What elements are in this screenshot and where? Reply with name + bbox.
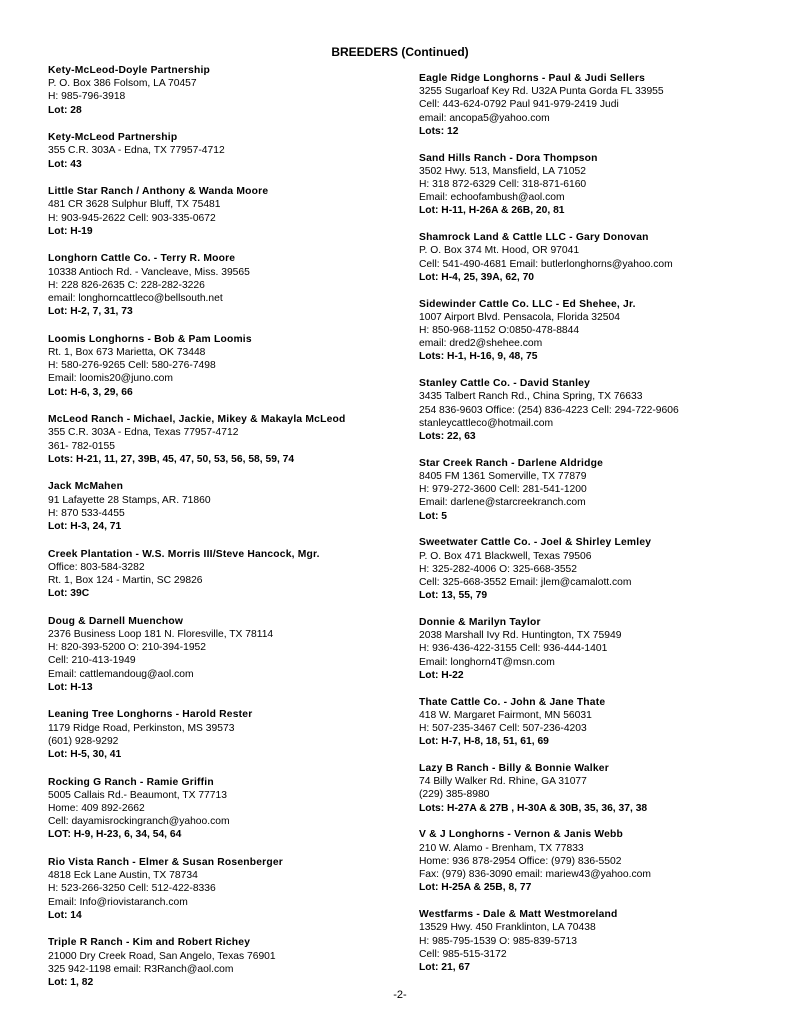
breeder-entry — [419, 72, 779, 138]
breeder-contact-line: 13529 Hwy. 450 Franklinton, LA 70438 — [419, 922, 596, 934]
breeder-contact-line: 481 CR 3628 Sulphur Bluff, TX 75481 — [48, 199, 221, 211]
breeder-name: Eagle Ridge Longhorns - Paul & Judi Sellers — [419, 73, 646, 84]
breeder-contact-line: H: 985-795-1539 O: 985-839-5713 — [419, 935, 577, 947]
breeder-contact-line: Email: longhorn4T@msn.com — [419, 656, 555, 668]
breeder-lots: Lot: 13, 55, 79 — [419, 590, 488, 602]
breeder-lots: Lot: H-13 — [48, 681, 93, 693]
breeder-contact-line: 210 W. Alamo - Brenham, TX 77833 — [419, 842, 584, 854]
breeder-entry — [48, 64, 398, 117]
breeder-name: Creek Plantation - W.S. Morris III/Steve Hancock, Mgr. — [48, 548, 320, 560]
breeder-lots: Lot: 28 — [48, 104, 82, 116]
breeder-contact-line: Home: 936 878-2954 Office: (979) 836-5502 — [419, 855, 622, 867]
breeder-lots: Lot: 1, 82 — [48, 977, 94, 989]
breeder-name: Star Creek Ranch - Darlene Aldridge — [419, 457, 604, 469]
breeder-entry — [419, 762, 779, 815]
breeder-name: Donnie & Marilyn Taylor — [419, 617, 541, 629]
breeder-entry — [419, 696, 779, 749]
breeder-contact-line: 8405 FM 1361 Somerville, TX 77879 — [419, 471, 587, 483]
breeder-entry — [419, 908, 779, 974]
breeder-name: Rocking G Ranch - Ramie Griffin — [48, 776, 214, 788]
breeder-contact-line: Cell: 443-624-0792 Paul 941-979-2419 Judi — [419, 99, 619, 111]
breeder-contact-line: H: 870 533-4455 — [48, 507, 125, 519]
breeder-lots: Lot: H-6, 3, 29, 66 — [48, 386, 133, 398]
breeder-contact-line: 2038 Marshall Ivy Rd. Huntington, TX 75949 — [419, 630, 622, 642]
breeder-entry — [48, 776, 398, 842]
breeder-contact-line: Cell: 210-413-1949 — [48, 655, 136, 667]
breeder-entry — [48, 185, 398, 238]
breeder-name: Lazy B Ranch - Billy & Bonnie Walker — [419, 763, 609, 775]
breeder-contact-line: Email: cattlemandoug@aol.com — [48, 668, 194, 680]
breeder-contact-line: (601) 928-9292 — [48, 735, 119, 747]
breeder-contact-line: 74 Billy Walker Rd. Rhine, GA 31077 — [419, 776, 587, 788]
breeder-lots: Lot: H-3, 24, 71 — [48, 521, 122, 533]
breeder-name: Rio Vista Ranch - Elmer & Susan Rosenberger — [48, 857, 284, 869]
breeder-entry — [419, 298, 779, 364]
breeder-contact-line: 10338 Antioch Rd. - Vancleave, Miss. 39565 — [48, 266, 250, 278]
breeder-contact-line: email: longhorncattleco@bellsouth.net — [48, 293, 223, 305]
breeder-contact-line: stanleycattleco@hotmail.com — [419, 417, 554, 429]
breeder-lots: Lot: H-2, 7, 31, 73 — [48, 306, 133, 318]
breeder-entry — [48, 708, 398, 761]
breeder-lots: Lots: H-1, H-16, 9, 48, 75 — [419, 351, 538, 363]
breeder-entry — [419, 231, 779, 284]
breeder-entry — [419, 152, 779, 218]
breeder-lots: Lot: 39C — [48, 588, 90, 600]
breeder-contact-line: H: 985-796-3918 — [48, 91, 126, 103]
breeder-contact-line: H: 820-393-5200 O: 210-394-1952 — [48, 642, 206, 654]
breeder-entry — [419, 457, 779, 523]
breeder-contact-line: Home: 409 892-2662 — [48, 803, 145, 815]
breeder-lots: Lots: 12 — [419, 125, 459, 137]
breeder-contact-line: Cell: 541-490-4681 Email: butlerlonghorns@yahoo.com — [419, 258, 673, 270]
breeder-lots: Lot: 21, 67 — [419, 961, 470, 973]
breeder-name: Shamrock Land & Cattle LLC - Gary Donovan — [419, 232, 649, 244]
breeder-contact-line: 361- 782-0155 — [48, 440, 115, 452]
breeder-lots: Lot: H-11, H-26A & 26B, 20, 81 — [419, 205, 565, 217]
page-number: -2- — [393, 989, 407, 1001]
breeder-lots: Lot: H-7, H-8, 18, 51, 61, 69 — [419, 736, 549, 748]
breeder-name: Kety-McLeod Partnership — [48, 132, 178, 144]
breeder-lots: LOT: H-9, H-23, 6, 34, 54, 64 — [48, 829, 182, 841]
breeder-contact-line: P. O. Box 386 Folsom, LA 70457 — [48, 78, 197, 90]
left-column — [48, 64, 398, 1004]
breeder-lots: Lot: H-5, 30, 41 — [48, 749, 122, 761]
breeder-entry — [419, 377, 779, 443]
breeder-contact-line: H: 850-968-1152 O:0850-478-8844 — [419, 325, 580, 337]
breeder-contact-line: Email: loomis20@juno.com — [48, 373, 173, 385]
breeder-contact-line: H: 523-266-3250 Cell: 512-422-8336 — [48, 883, 216, 895]
breeder-contact-line: P. O. Box 471 Blackwell, Texas 79506 — [419, 550, 592, 562]
breeder-name: Leaning Tree Longhorns - Harold Rester — [48, 709, 253, 721]
breeder-contact-line: 355 C.R. 303A - Edna, Texas 77957-4712 — [48, 427, 239, 439]
breeder-lots: Lots: 22, 63 — [419, 431, 476, 443]
breeder-contact-line: P. O. Box 374 Mt. Hood, OR 97041 — [419, 245, 580, 257]
breeder-contact-line: email: ancopa5@yahoo.com — [419, 112, 550, 124]
breeder-name: Westfarms - Dale & Matt Westmoreland — [419, 909, 618, 921]
breeder-entry — [48, 252, 398, 318]
breeder-contact-line: H: 936-436-422-3155 Cell: 936-444-1401 — [419, 643, 608, 655]
breeder-contact-line: Email: darlene@starcreekranch.com — [419, 497, 586, 509]
breeder-entry — [419, 536, 779, 602]
breeder-name: Jack McMahen — [48, 481, 124, 493]
breeder-contact-line: H: 979-272-3600 Cell: 281-541-1200 — [419, 484, 587, 496]
breeder-entry — [48, 413, 398, 466]
breeder-name: Doug & Darnell Muenchow — [48, 615, 184, 627]
breeder-lots: Lot: 43 — [48, 158, 82, 170]
breeder-lots: Lot: H-19 — [48, 225, 93, 237]
breeder-contact-line: Rt. 1, Box 673 Marietta, OK 73448 — [48, 347, 206, 359]
breeder-contact-line: 4818 Eck Lane Austin, TX 78734 — [48, 870, 198, 882]
breeder-contact-line: Fax: (979) 836-3090 email: mariew43@yahoo.com — [419, 869, 651, 881]
breeder-name: Loomis Longhorns - Bob & Pam Loomis — [48, 333, 252, 345]
breeder-name: McLeod Ranch - Michael, Jackie, Mikey & Makayla McLeod — [48, 414, 346, 426]
breeder-contact-line: Cell: dayamisrockingranch@yahoo.com — [48, 816, 230, 828]
breeder-entry — [48, 333, 398, 399]
breeder-name: Sweetwater Cattle Co. - Joel & Shirley Lemley — [419, 537, 652, 549]
breeder-lots: Lot: 5 — [419, 510, 448, 522]
breeder-contact-line: H: 903-945-2622 Cell: 903-335-0672 — [48, 212, 216, 224]
breeder-contact-line: 254 836-9603 Office: (254) 836-4223 Cell: 294-722-9606 — [419, 404, 679, 416]
breeder-contact-line: 1007 Airport Blvd. Pensacola, Florida 32504 — [419, 311, 620, 323]
breeder-contact-line: H: 228 826-2635 C: 228-282-3226 — [48, 279, 205, 291]
breeder-entry — [48, 615, 398, 694]
breeder-contact-line: H: 580-276-9265 Cell: 580-276-7498 — [48, 360, 216, 372]
breeder-entry — [48, 131, 398, 171]
breeder-contact-line: 5005 Callais Rd.- Beaumont, TX 77713 — [48, 789, 227, 801]
breeder-contact-line: Email: Info@riovistaranch.com — [48, 896, 188, 908]
breeder-lots: Lot: H-4, 25, 39A, 62, 70 — [419, 271, 535, 283]
breeder-contact-line: Email: echoofambush@aol.com — [419, 192, 565, 204]
breeder-lots: Lot: 14 — [48, 909, 82, 921]
breeder-entry — [419, 828, 779, 894]
breeder-lots: Lots: H-27A & 27B , H-30A & 30B, 35, 36, 37, 38 — [419, 802, 648, 814]
breeder-contact-line: H: 507-235-3467 Cell: 507-236-4203 — [419, 723, 587, 735]
breeder-contact-line: Cell: 985-515-3172 — [419, 948, 507, 960]
breeder-name: Triple R Ranch - Kim and Robert Richey — [48, 937, 251, 949]
breeder-name: Thate Cattle Co. - John & Jane Thate — [419, 696, 606, 708]
breeder-contact-line: 21000 Dry Creek Road, San Angelo, Texas 76901 — [48, 950, 276, 962]
breeder-contact-line: (229) 385-8980 — [419, 789, 490, 801]
breeder-contact-line: 418 W. Margaret Fairmont, MN 56031 — [419, 709, 592, 721]
breeder-contact-line: H: 325-282-4006 O: 325-668-3552 — [419, 563, 577, 575]
breeder-contact-line: 325 942-1198 email: R3Ranch@aol.com — [48, 963, 234, 975]
breeder-contact-line: 91 Lafayette 28 Stamps, AR. 71860 — [48, 494, 211, 506]
breeder-contact-line: Rt. 1, Box 124 - Martin, SC 29826 — [48, 575, 203, 587]
breeder-name: Sand Hills Ranch - Dora Thompson — [419, 152, 598, 164]
breeder-contact-line: 2376 Business Loop 181 N. Floresville, TX 78114 — [48, 629, 274, 641]
breeder-contact-line: 3502 Hwy. 513, Mansfield, LA 71052 — [419, 165, 586, 177]
breeder-lots: Lot: H-22 — [419, 669, 464, 681]
breeder-entry — [48, 856, 398, 922]
right-column — [419, 72, 779, 988]
breeder-name: Longhorn Cattle Co. - Terry R. Moore — [48, 253, 236, 265]
breeder-entry — [48, 548, 398, 601]
breeder-contact-line: 3435 Talbert Ranch Rd., China Spring, TX 76633 — [419, 391, 643, 403]
breeder-name: V & J Longhorns - Vernon & Janis Webb — [419, 829, 624, 841]
breeder-name: Little Star Ranch / Anthony & Wanda Moore — [48, 186, 269, 198]
breeder-entry — [48, 480, 398, 533]
breeder-lots: Lot: H-25A & 25B, 8, 77 — [419, 882, 532, 894]
breeder-contact-line: Cell: 325-668-3552 Email: jlem@camalott.com — [419, 577, 632, 589]
breeder-entry — [419, 616, 779, 682]
page-title: BREEDERS (Continued) — [331, 45, 469, 59]
breeder-name: Kety-McLeod-Doyle Partnership — [48, 65, 210, 76]
breeder-contact-line: 1179 Ridge Road, Perkinston, MS 39573 — [48, 722, 235, 734]
breeder-contact-line: H: 318 872-6329 Cell: 318-871-6160 — [419, 179, 587, 191]
breeder-name: Sidewinder Cattle Co. LLC - Ed Shehee, Jr. — [419, 298, 636, 310]
breeder-lots: Lots: H-21, 11, 27, 39B, 45, 47, 50, 53, 56, 58, 59, 74 — [48, 453, 295, 465]
breeder-contact-line: Office: 803-584-3282 — [48, 561, 145, 573]
breeder-name: Stanley Cattle Co. - David Stanley — [419, 378, 591, 390]
breeder-entry — [48, 936, 398, 989]
breeder-contact-line: email: dred2@shehee.com — [419, 338, 543, 350]
breeder-contact-line: 355 C.R. 303A - Edna, TX 77957-4712 — [48, 145, 225, 157]
breeder-contact-line: 3255 Sugarloaf Key Rd. U32A Punta Gorda FL 33955 — [419, 86, 664, 98]
